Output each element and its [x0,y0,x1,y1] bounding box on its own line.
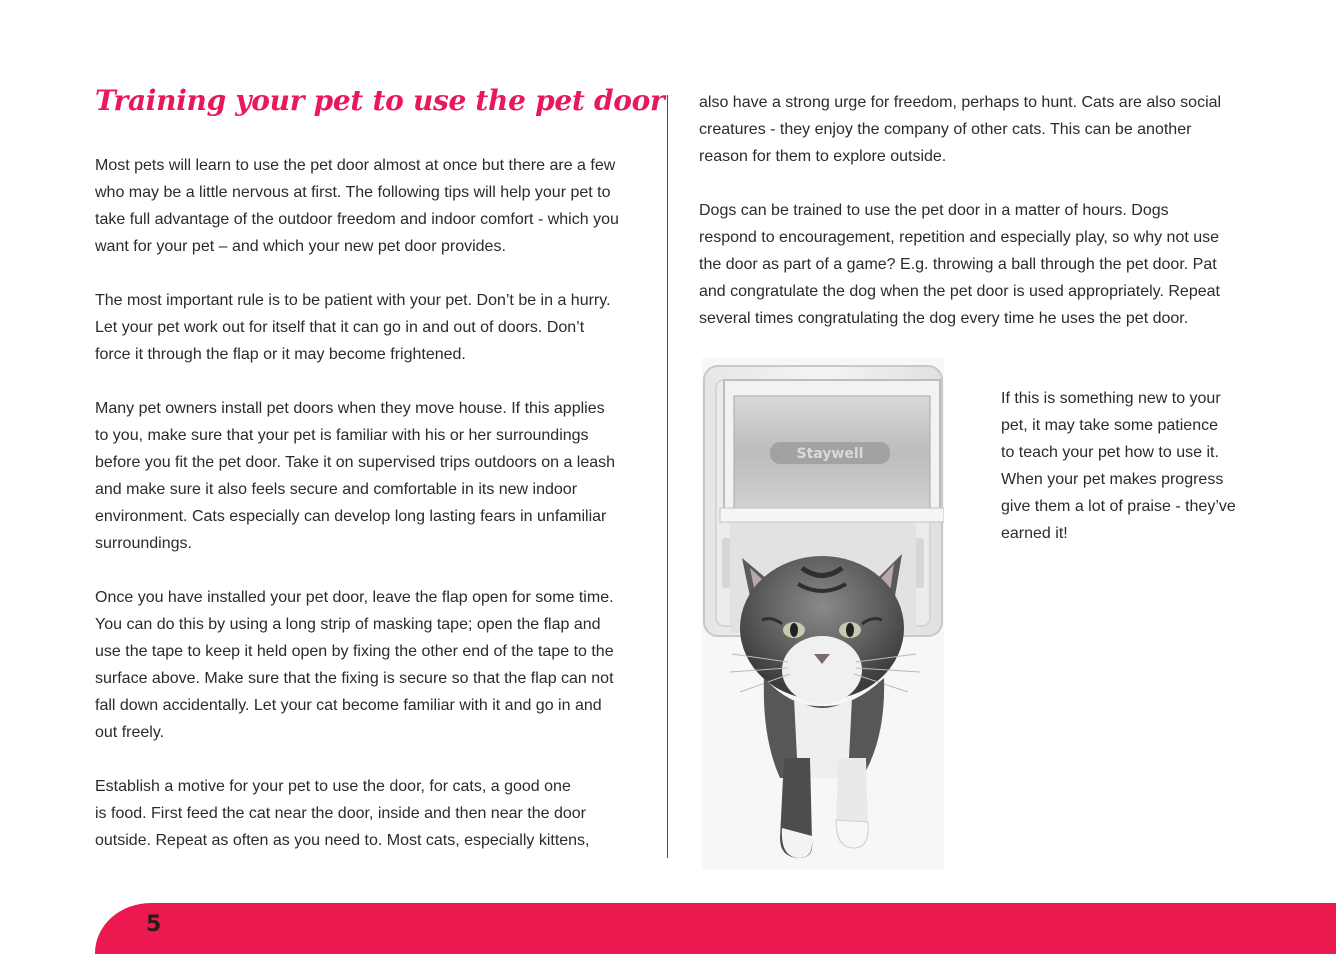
paragraph-motive: Establish a motive for your pet to use the door, for cats, a good one is food. First feed the cat near the door, inside and then near the door outside. Repeat as often as you need to. Most cats, especially kittens, [95,778,590,849]
right-column [699,89,1244,359]
left-column [95,152,640,881]
paragraph-flap-open: Once you have installed your pet door, leave the flap open for some time. You can do this by using a long strip of masking tape; open the flap and use the tape to keep it held open by fixing the other end of the tape to the surface above. Make sure that the fixing is secure so that the flap can not fall down accidentally. Let your cat become familiar with it and go in and out freely. [95,589,614,741]
photo-caption: If this is something new to your pet, it may take some patience to teach your pet how to use it. When your pet makes progress give them a lot of praise - they’ve earned it! [1001,390,1236,542]
page-title: Training your pet to use the pet door [95,84,665,117]
paragraph-be-patient: The most important rule is to be patient with your pet. Don’t be in a hurry. Let your pet work out for itself that it can go in and out of doors. Don’t force it through the flap or it may become frightened. [95,292,611,363]
paragraph-intro: Most pets will learn to use the pet door almost at once but there are a few who may be a little nervous at first. The following tips will help your pet to take full advantage of the outdoor freedom and indoor comfort - which you want for your pet – and which your new pet door provides. [95,157,619,255]
paragraph-dogs-training: Dogs can be trained to use the pet door in a matter of hours. Dogs respond to encouragement, repetition and especially play, so why not use the door as part of a game? E.g. throwing a ball through the pet door. Pat and congratulate the dog when the pet door is used appropriately. Repeat several times congratulating the dog every time he uses the pet door. [699,202,1220,327]
page-number: 5 [146,912,162,937]
paragraph-moving-house: Many pet owners install pet doors when they move house. If this applies to you, make sure that your pet is familiar with his or her surroundings before you fit the pet door. Take it on supervised trips outdoors on a leash and make sure it also feels secure and comfortable in its new indoor environment. Cats especially can develop long lasting fears in unfamiliar surroundings. [95,400,616,552]
paragraph-cats-freedom: also have a strong urge for freedom, perhaps to hunt. Cats are also social creatures - they enjoy the company of other cats. This can be another reason for them to explore outside. [699,94,1222,165]
footer-band [95,903,1336,954]
cat-through-pet-door-photo [702,358,944,870]
flap-brand-text: Staywell [796,446,864,462]
column-divider [667,95,668,858]
